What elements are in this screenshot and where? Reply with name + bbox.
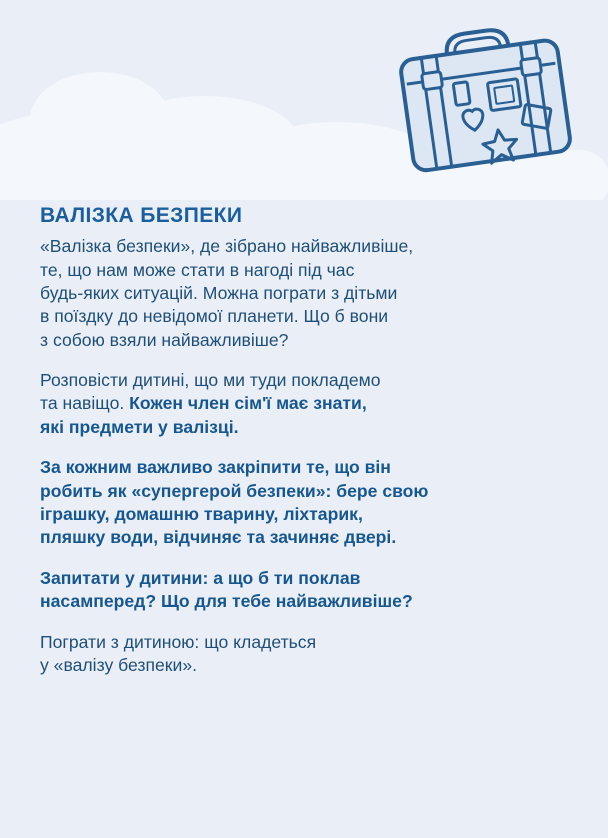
text-run: Кожен член сім'ї має знати, xyxy=(129,393,367,414)
text-line: у «валізу безпеки». xyxy=(40,655,197,675)
text-line: За кожним важливо закріпити те, що він xyxy=(40,457,391,478)
text-line: які предмети у валізці. xyxy=(40,416,239,437)
poster-text-content xyxy=(40,204,580,694)
text-line: робить як «супергерой безпеки»: бере свою xyxy=(40,480,429,501)
text-line: насамперед? Що для тебе найважливіше? xyxy=(40,591,413,612)
paragraph-intro xyxy=(40,235,580,352)
paragraph-tell-child xyxy=(40,369,580,439)
text-line: іграшку, домашню тварину, ліхтарик, xyxy=(40,504,363,525)
paragraph-ask-child xyxy=(40,567,580,614)
paragraph-play xyxy=(40,631,580,678)
text-line: будь-яких ситуацій. Можна пограти з дітьми xyxy=(40,282,398,303)
paragraph-superhero xyxy=(40,456,580,550)
suitcase-icon xyxy=(376,14,586,189)
text-line: в поїздку до невідомої планети. Що б вони xyxy=(40,306,389,327)
text-line: Розповісти дитині, що ми туди покладемо xyxy=(40,370,381,391)
text-line: Запитати у дитини: а що б ти поклав xyxy=(40,567,361,588)
text-run: та навіщо. xyxy=(40,393,130,414)
text-line: «Валізка безпеки», де зібрано найважливіше, xyxy=(40,236,414,257)
text-line: пляшку води, відчиняє та зачиняє двері. xyxy=(40,527,397,548)
text-line: те, що нам може стати в нагоді під час xyxy=(40,259,355,280)
text-line: з собою взяли найважливіше? xyxy=(40,329,289,350)
page-title: ВАЛІЗКА БЕЗПЕКИ xyxy=(40,204,243,227)
text-line: Пограти з дитиною: що кладеться xyxy=(40,631,317,652)
text-line-mixed xyxy=(40,392,580,415)
